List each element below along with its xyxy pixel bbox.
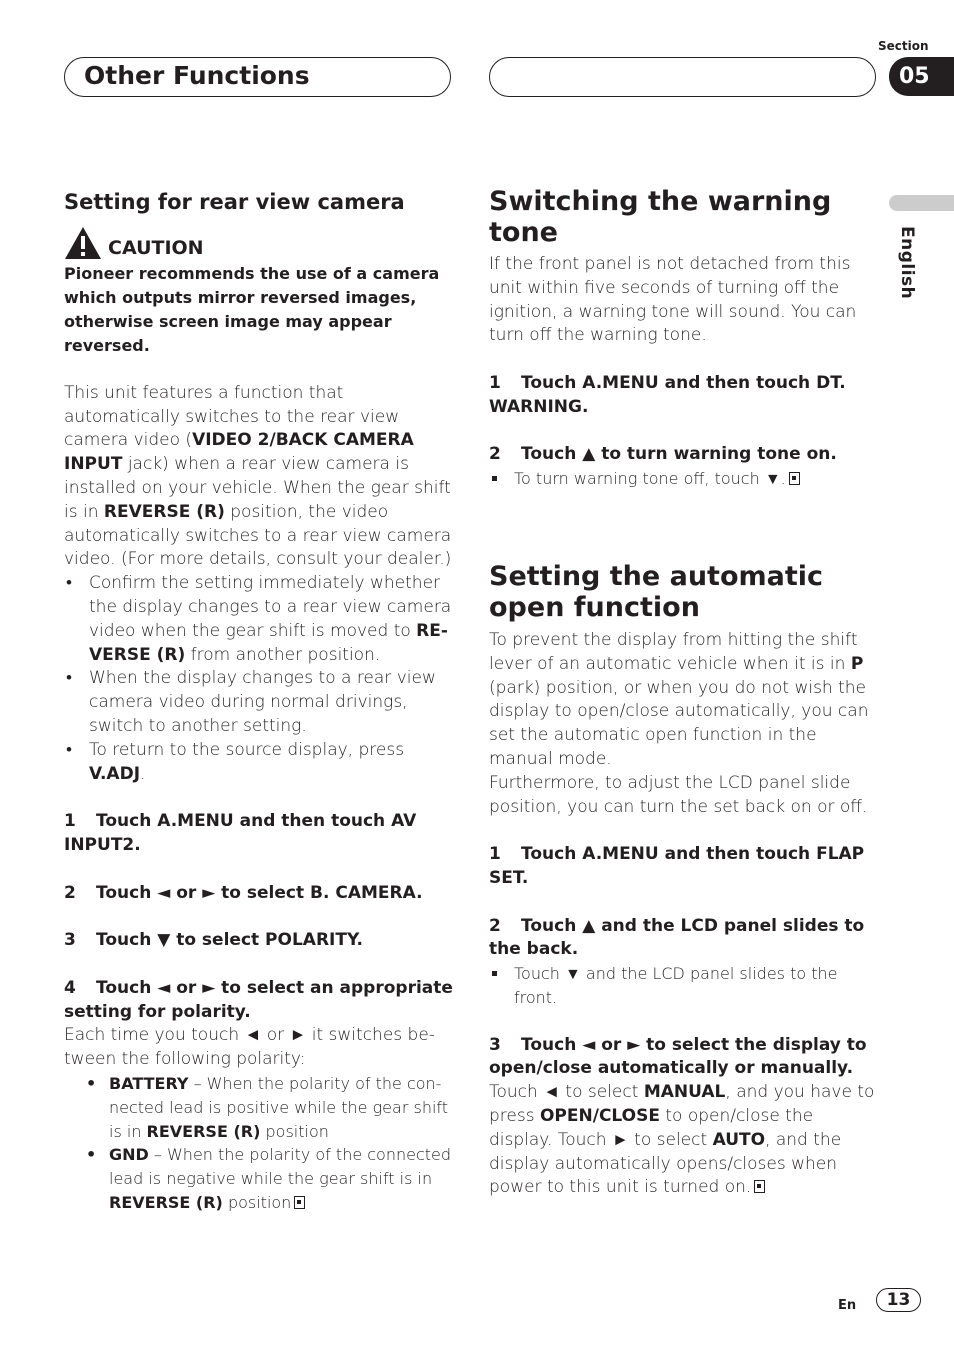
end-mark-icon [754,1180,765,1193]
list-item: • When the display changes to a rear view camera video during normal drivings, switch to another setting. [64,667,454,738]
auto-open-note: Touch ▼ and the LCD panel slides to the front. [489,962,879,1010]
page-number: 13 [876,1288,921,1312]
caution-header [64,226,454,260]
auto-open-intro: To prevent the display from hitting the shift lever of an automatic vehicle when it is in P (park) position, or when you do not wish the display to open/close automatically, you can set the automatic open function in the manual mode. [489,629,869,769]
step-4-description: Each time you touch ◄ or ► it switches between the following polarity: [64,1025,435,1070]
language-label: English [897,226,917,300]
section-label: Section [878,39,929,53]
end-mark-icon [789,472,800,485]
warning-triangle-icon [64,226,102,260]
caution-title: CAUTION [108,237,204,259]
section-heading-rear-camera: Setting for rear view camera [64,190,405,214]
warning-step-2: 2 Touch ▲ to turn warning tone on. [489,444,837,465]
warning-note: To turn warning tone off, touch ▼. [489,467,879,491]
end-mark-icon [294,1196,305,1209]
step-4: 4 Touch ◄ or ► to select an appropriate setting for polarity. [64,977,453,1022]
left-column [64,188,454,1215]
page-title: Other Functions [84,61,310,90]
warning-step-1: 1 Touch A.MENU and then touch DT. WARNING. [489,372,846,417]
auto-open-step-1: 1 Touch A.MENU and then touch FLAP SET. [489,844,865,888]
polarity-gnd: • GND – When the polarity of the connected lead is negative while the gear shift is in REVERSE (R) position [64,1143,454,1214]
section-heading-warning-tone: Switching the warning tone [489,186,832,248]
step-1: 1 Touch A.MENU and then touch AV INPUT2. [64,811,417,855]
language-tab-bar [889,195,954,211]
step-3: 3 Touch ▼ to select POLARITY. [64,930,363,951]
section-number: 05 [889,57,954,96]
auto-open-step-2: 2 Touch ▲ and the LCD panel slides to the back. [489,915,865,960]
header-blank-frame [489,57,876,97]
rear-camera-intro: This unit features a function that automatically switches to the rear view camera video (VIDEO 2/BACK CAMERA INPUT jack) when a rear view camera is installed on your vehicle. When the gear shift is in REVERSE (R) position, the video automatically switches to a rear view camera video. (For more details, consult your dealer.) [64,382,452,570]
auto-open-step-3: 3 Touch ◄ or ► to select the display to open/close automatically or manually. [489,1034,867,1079]
auto-open-step-3-description: Touch ◄ to select MANUAL, and you have to press OPEN/CLOSE to open/close the display. Touch ► to select AUTO, and the display automatically opens/closes when power to this unit is turned on. [489,1082,875,1198]
footer-language: En [838,1298,857,1313]
section-heading-auto-open: Setting the automatic open function [489,560,824,623]
auto-open-intro-2: Furthermore, to adjust the LCD panel slide position, you can turn the set back on or off. [489,772,868,817]
list-item: • To return to the source display, press V.ADJ. [64,739,454,787]
polarity-battery: • BATTERY – When the polarity of the connected lead is positive while the gear shift is in REVERSE (R) position [64,1072,454,1143]
warning-intro: If the front panel is not detached from this unit within five seconds of turning off the ignition, a warning tone will sound. You can turn off the warning tone. [489,254,857,346]
step-2: 2 Touch ◄ or ► to select B. CAMERA. [64,882,423,903]
list-item: • Confirm the setting immediately whether the display changes to a rear view camera video when the gear shift is moved to REVERSE (R) from another position. [64,572,454,667]
caution-text: Pioneer recommends the use of a camera which outputs mirror reversed images, otherwise screen image may appear reversed. [64,264,440,355]
right-column [489,186,879,1200]
